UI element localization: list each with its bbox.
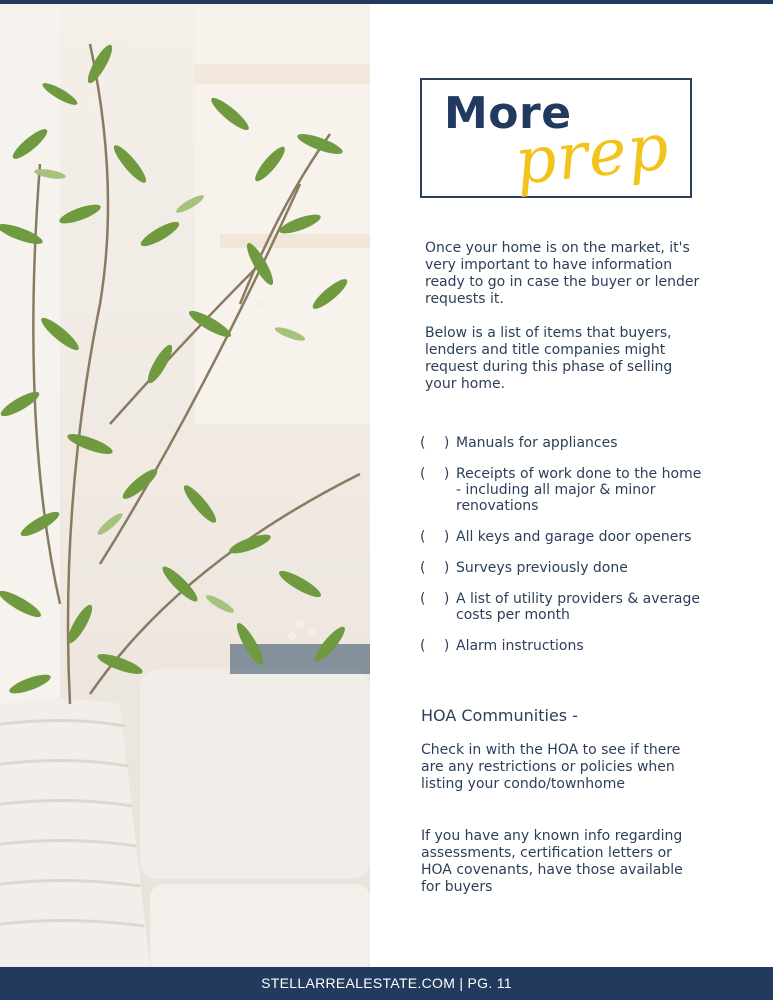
hoa-paragraph-1: Check in with the HOA to see if there are any restrictions or policies when listing your condo/townhome (421, 742, 681, 792)
checklist-item-label: Receipts of work done to the home - including all major & minor renovations (456, 466, 702, 514)
checklist-item-label: All keys and garage door openers (456, 529, 692, 545)
page-title-prep: prep (511, 110, 673, 200)
checklist-item-label: Manuals for appliances (456, 435, 618, 451)
intro-paragraph-1: Once your home is on the market, it's very important to have information ready to go in case the buyer or lender requests it. (425, 240, 700, 307)
hoa-paragraph-2: If you have any known info regarding assessments, certification letters or HOA covenants, have those available for buyers (421, 828, 683, 895)
checkbox[interactable]: ( ) (420, 435, 457, 451)
checklist-item-label: A list of utility providers & average costs per month (456, 591, 700, 623)
checklist-item[interactable] (420, 591, 710, 623)
checklist-item-label: Surveys previously done (456, 560, 628, 576)
checkbox[interactable]: ( ) (420, 591, 457, 607)
checklist-item[interactable] (420, 466, 710, 514)
checklist-item-label: Alarm instructions (456, 638, 584, 654)
checklist-item[interactable] (420, 435, 710, 451)
prep-checklist (420, 435, 710, 669)
hoa-heading: HOA Communities - (421, 706, 578, 725)
checklist-item[interactable] (420, 529, 710, 545)
intro-paragraph-2: Below is a list of items that buyers, lenders and title companies might request during this phase of selling your home. (425, 325, 673, 392)
checkbox[interactable]: ( ) (420, 560, 457, 576)
checklist-item[interactable] (420, 560, 710, 576)
page-footer: STELLARREALESTATE.COM | PG. 11 (0, 967, 773, 1000)
olive-branch-photo (0, 4, 370, 967)
checkbox[interactable]: ( ) (420, 638, 457, 654)
checkbox[interactable]: ( ) (420, 466, 457, 482)
page-title-more: More (444, 88, 572, 139)
checklist-item[interactable] (420, 638, 710, 654)
checkbox[interactable]: ( ) (420, 529, 457, 545)
